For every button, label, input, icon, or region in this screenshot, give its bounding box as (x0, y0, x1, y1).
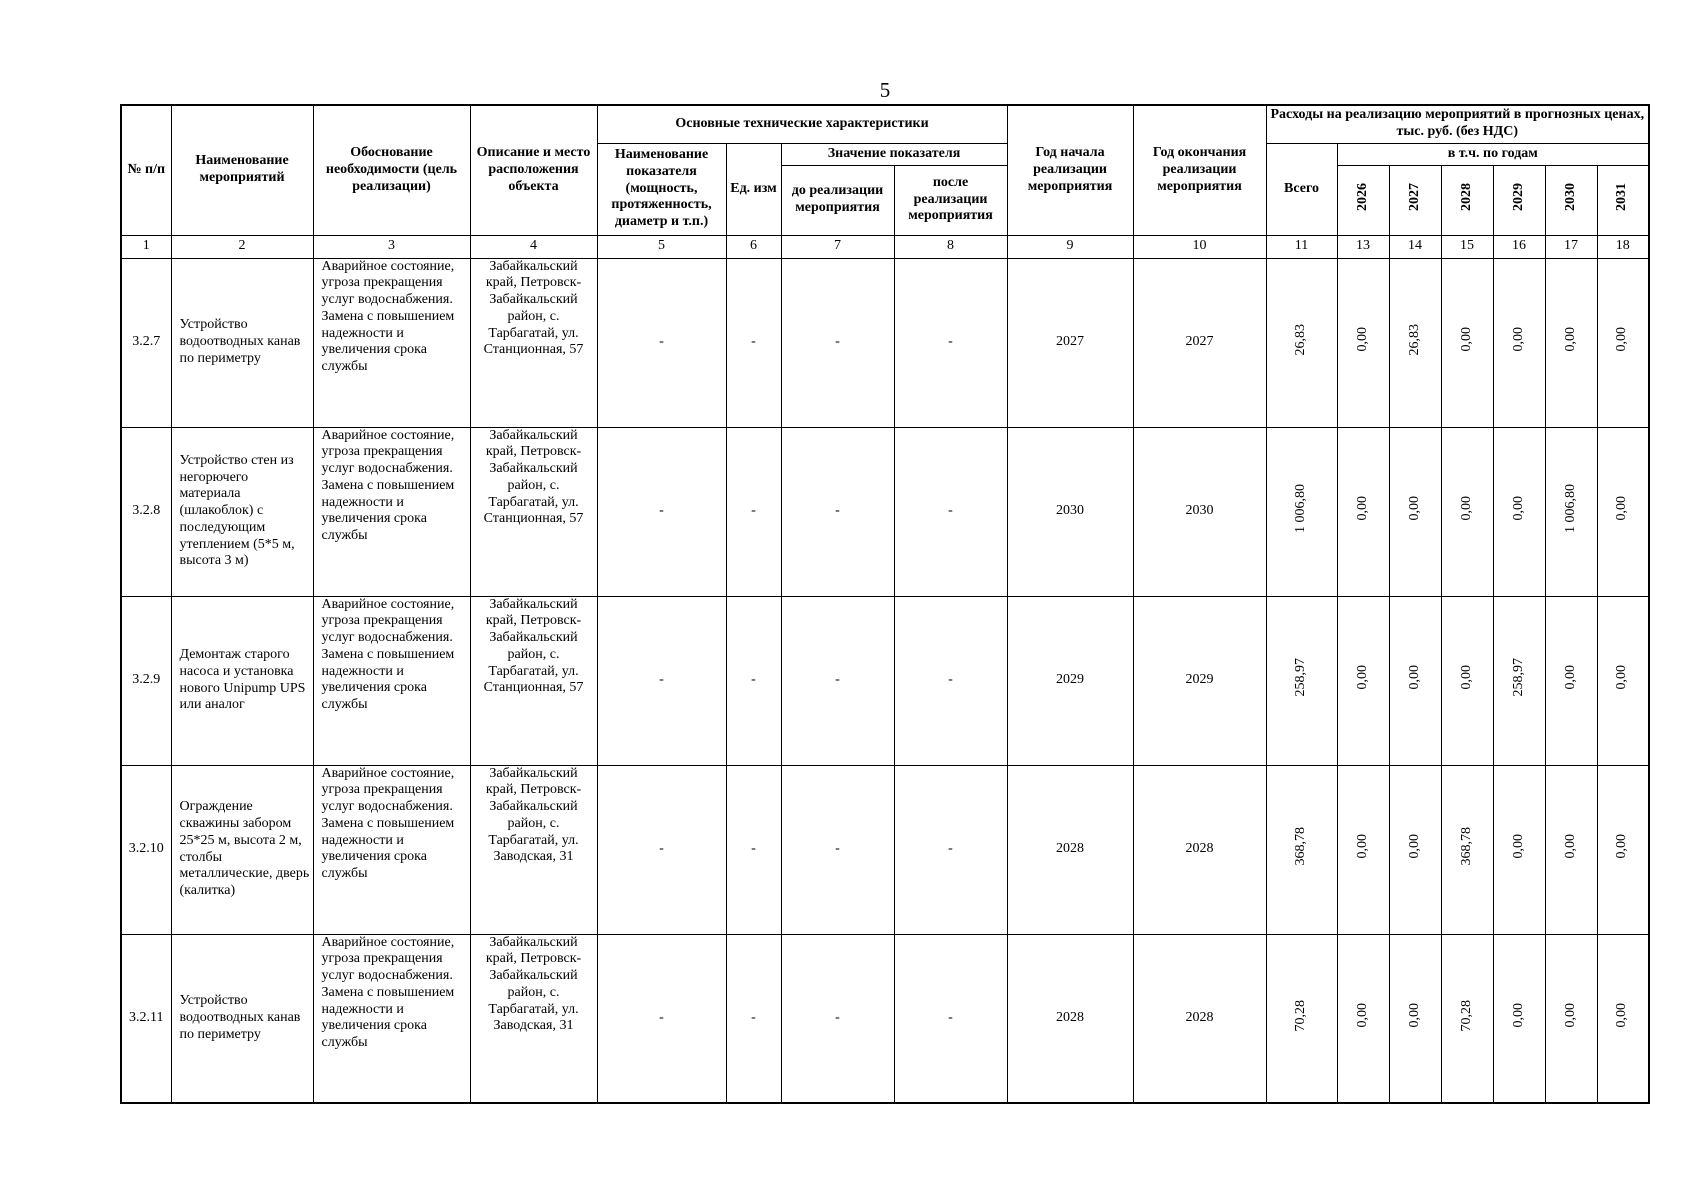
year-cost-value: 0,00 (1458, 665, 1474, 690)
header-year (1493, 165, 1545, 235)
header-start-year: Год начала реализации мероприятия (1007, 105, 1133, 235)
row-number: 3.2.11 (121, 934, 171, 1103)
year-cost-value: 0,00 (1510, 834, 1526, 859)
header-year (1597, 165, 1649, 235)
header-year (1441, 165, 1493, 235)
row-number: 3.2.9 (121, 596, 171, 765)
year-cost (1597, 765, 1649, 934)
value-before: - (781, 934, 894, 1103)
value-after: - (894, 934, 1007, 1103)
year-cost (1337, 427, 1389, 596)
end-year: 2028 (1133, 765, 1266, 934)
year-cost (1337, 596, 1389, 765)
header-total: Всего (1266, 143, 1337, 235)
unit: - (726, 427, 781, 596)
year-cost (1545, 765, 1597, 934)
year-cost (1493, 258, 1545, 427)
header-indicator-name: Наименование показателя (мощность, протяженность, диаметр и т.п.) (597, 143, 726, 235)
header-end-year: Год окончания реализации мероприятия (1133, 105, 1266, 235)
year-cost (1493, 934, 1545, 1103)
column-number-row (121, 235, 1649, 258)
header-year-label: 2031 (1614, 183, 1630, 212)
start-year: 2027 (1007, 258, 1133, 427)
table-row (121, 258, 1649, 427)
column-number: 1 (121, 235, 171, 258)
location: Забайкальский край, Петровск-Забайкальский район, с. Тарбагатай, ул. Станционная, 57 (470, 596, 597, 765)
header-year-label: 2030 (1562, 183, 1578, 212)
year-cost-value: 0,00 (1354, 834, 1370, 859)
page-number: 5 (879, 78, 891, 102)
value-after: - (894, 427, 1007, 596)
value-before: - (781, 596, 894, 765)
total-cost-value: 26,83 (1293, 323, 1309, 356)
year-cost (1597, 934, 1649, 1103)
table-header (121, 105, 1649, 235)
total-cost-value: 368,78 (1293, 827, 1309, 866)
year-cost (1337, 934, 1389, 1103)
justification: Аварийное состояние, угроза прекращения услуг водоснабжения. Замена с повышением надежности и увеличения срока службы (313, 258, 470, 427)
year-cost (1441, 427, 1493, 596)
header-costs: Расходы на реализацию мероприятий в прогнозных ценах, тыс. руб. (без НДС) (1266, 105, 1649, 143)
column-number: 13 (1337, 235, 1389, 258)
measure-name: Устройство стен из негорючего материала (шлакоблок) с последующим утеплением (5*5 м, высота 3 м) (171, 427, 313, 596)
end-year: 2029 (1133, 596, 1266, 765)
total-cost (1266, 258, 1337, 427)
year-cost-value: 0,00 (1614, 665, 1630, 690)
header-year (1545, 165, 1597, 235)
year-cost-value: 0,00 (1614, 1003, 1630, 1028)
table-row (121, 596, 1649, 765)
end-year: 2028 (1133, 934, 1266, 1103)
year-cost-value: 0,00 (1458, 496, 1474, 521)
year-cost (1337, 765, 1389, 934)
investment-plan-table (120, 104, 1650, 1104)
end-year: 2027 (1133, 258, 1266, 427)
justification: Аварийное состояние, угроза прекращения услуг водоснабжения. Замена с повышением надежности и увеличения срока службы (313, 934, 470, 1103)
value-before: - (781, 427, 894, 596)
start-year: 2028 (1007, 765, 1133, 934)
year-cost (1389, 258, 1441, 427)
location: Забайкальский край, Петровск-Забайкальский район, с. Тарбагатай, ул. Станционная, 57 (470, 427, 597, 596)
end-year: 2030 (1133, 427, 1266, 596)
row-number: 3.2.8 (121, 427, 171, 596)
column-number: 11 (1266, 235, 1337, 258)
total-cost (1266, 596, 1337, 765)
location: Забайкальский край, Петровск-Забайкальский район, с. Тарбагатай, ул. Заводская, 31 (470, 765, 597, 934)
unit: - (726, 258, 781, 427)
start-year: 2029 (1007, 596, 1133, 765)
header-year (1389, 165, 1441, 235)
value-before: - (781, 765, 894, 934)
year-cost-value: 0,00 (1510, 1003, 1526, 1028)
value-after: - (894, 765, 1007, 934)
year-cost-value: 0,00 (1354, 496, 1370, 521)
header-tech-group: Основные технические характеристики (597, 105, 1007, 143)
indicator-name: - (597, 765, 726, 934)
year-cost (1597, 427, 1649, 596)
header-after: после реализации мероприятия (894, 165, 1007, 235)
year-cost-value: 70,28 (1458, 999, 1474, 1032)
table-row (121, 765, 1649, 934)
measure-name: Устройство водоотводных канав по периметру (171, 258, 313, 427)
year-cost-value: 0,00 (1354, 327, 1370, 352)
header-year-label: 2027 (1406, 183, 1422, 212)
header-before: до реализации мероприятия (781, 165, 894, 235)
column-number: 16 (1493, 235, 1545, 258)
value-after: - (894, 258, 1007, 427)
start-year: 2030 (1007, 427, 1133, 596)
year-cost (1441, 596, 1493, 765)
measure-name: Устройство водоотводных канав по периметру (171, 934, 313, 1103)
year-cost-value: 0,00 (1614, 327, 1630, 352)
table-body (121, 235, 1649, 1103)
year-cost (1545, 258, 1597, 427)
year-cost-value: 258,97 (1510, 658, 1526, 697)
column-number: 15 (1441, 235, 1493, 258)
year-cost (1441, 934, 1493, 1103)
year-cost (1493, 765, 1545, 934)
year-cost (1597, 258, 1649, 427)
year-cost-value: 0,00 (1458, 327, 1474, 352)
total-cost (1266, 765, 1337, 934)
header-name: Наименование мероприятий (171, 105, 313, 235)
header-justification: Обоснование необходимости (цель реализации) (313, 105, 470, 235)
table-row (121, 934, 1649, 1103)
header-year (1337, 165, 1389, 235)
measure-name: Демонтаж старого насоса и установка нового Unipump UPS или аналог (171, 596, 313, 765)
year-cost (1389, 765, 1441, 934)
year-cost-value: 0,00 (1406, 496, 1422, 521)
year-cost-value: 0,00 (1354, 665, 1370, 690)
column-number: 5 (597, 235, 726, 258)
header-by-years: в т.ч. по годам (1337, 143, 1649, 165)
year-cost-value: 0,00 (1614, 834, 1630, 859)
year-cost (1337, 258, 1389, 427)
year-cost (1493, 427, 1545, 596)
indicator-name: - (597, 427, 726, 596)
header-description: Описание и место расположения объекта (470, 105, 597, 235)
year-cost (1545, 427, 1597, 596)
indicator-name: - (597, 596, 726, 765)
year-cost-value: 26,83 (1406, 323, 1422, 356)
header-year-label: 2026 (1354, 183, 1370, 212)
year-cost (1597, 596, 1649, 765)
unit: - (726, 934, 781, 1103)
column-number: 6 (726, 235, 781, 258)
header-indicator-value: Значение показателя (781, 143, 1007, 165)
year-cost (1545, 596, 1597, 765)
year-cost-value: 0,00 (1406, 1003, 1422, 1028)
column-number: 2 (171, 235, 313, 258)
year-cost-value: 1 006,80 (1562, 484, 1578, 534)
row-number: 3.2.7 (121, 258, 171, 427)
year-cost-value: 0,00 (1406, 834, 1422, 859)
column-number: 3 (313, 235, 470, 258)
indicator-name: - (597, 258, 726, 427)
table-row (121, 427, 1649, 596)
column-number: 17 (1545, 235, 1597, 258)
column-number: 4 (470, 235, 597, 258)
column-number: 9 (1007, 235, 1133, 258)
header-year-label: 2029 (1510, 183, 1526, 212)
location: Забайкальский край, Петровск-Забайкальский район, с. Тарбагатай, ул. Заводская, 31 (470, 934, 597, 1103)
year-cost (1389, 427, 1441, 596)
column-number: 7 (781, 235, 894, 258)
year-cost (1389, 934, 1441, 1103)
year-cost-value: 368,78 (1458, 827, 1474, 866)
column-number: 10 (1133, 235, 1266, 258)
column-number: 14 (1389, 235, 1441, 258)
row-number: 3.2.10 (121, 765, 171, 934)
indicator-name: - (597, 934, 726, 1103)
justification: Аварийное состояние, угроза прекращения услуг водоснабжения. Замена с повышением надежности и увеличения срока службы (313, 596, 470, 765)
header-year-label: 2028 (1458, 183, 1474, 212)
total-cost (1266, 934, 1337, 1103)
start-year: 2028 (1007, 934, 1133, 1103)
year-cost-value: 0,00 (1562, 834, 1578, 859)
header-unit: Ед. изм (726, 143, 781, 235)
year-cost-value: 0,00 (1562, 1003, 1578, 1028)
year-cost-value: 0,00 (1614, 496, 1630, 521)
year-cost-value: 0,00 (1562, 665, 1578, 690)
column-number: 18 (1597, 235, 1649, 258)
value-before: - (781, 258, 894, 427)
year-cost-value: 0,00 (1354, 1003, 1370, 1028)
total-cost-value: 258,97 (1293, 658, 1309, 697)
total-cost-value: 1 006,80 (1293, 484, 1309, 534)
year-cost-value: 0,00 (1406, 665, 1422, 690)
total-cost (1266, 427, 1337, 596)
year-cost (1493, 596, 1545, 765)
year-cost-value: 0,00 (1510, 327, 1526, 352)
justification: Аварийное состояние, угроза прекращения услуг водоснабжения. Замена с повышением надежности и увеличения срока службы (313, 427, 470, 596)
unit: - (726, 765, 781, 934)
justification: Аварийное состояние, угроза прекращения услуг водоснабжения. Замена с повышением надежности и увеличения срока службы (313, 765, 470, 934)
year-cost (1441, 258, 1493, 427)
column-number: 8 (894, 235, 1007, 258)
measure-name: Ограждение скважины забором 25*25 м, высота 2 м, столбы металлические, дверь (калитка) (171, 765, 313, 934)
header-num: № п/п (121, 105, 171, 235)
value-after: - (894, 596, 1007, 765)
unit: - (726, 596, 781, 765)
year-cost-value: 0,00 (1510, 496, 1526, 521)
year-cost (1441, 765, 1493, 934)
year-cost (1545, 934, 1597, 1103)
year-cost (1389, 596, 1441, 765)
location: Забайкальский край, Петровск-Забайкальский район, с. Тарбагатай, ул. Станционная, 57 (470, 258, 597, 427)
year-cost-value: 0,00 (1562, 327, 1578, 352)
total-cost-value: 70,28 (1293, 999, 1309, 1032)
